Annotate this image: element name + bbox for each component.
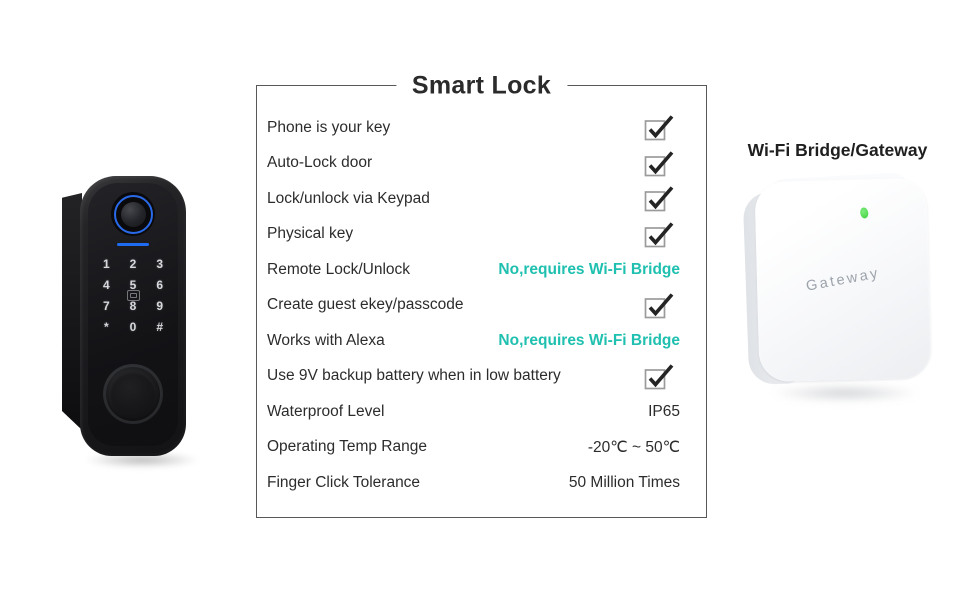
lock-body [80, 176, 186, 456]
feature-label: Remote Lock/Unlock [267, 260, 411, 278]
feature-row [267, 252, 680, 288]
checkmark-icon [644, 114, 674, 141]
fingerprint-sensor-icon [111, 192, 155, 236]
feature-value: -20℃ ~ 50℃ [587, 438, 680, 456]
feature-note: No,requires Wi-Fi Bridge [498, 260, 680, 278]
checkmark-icon [644, 150, 674, 177]
checkmark-icon [644, 185, 674, 212]
feature-list [257, 86, 706, 501]
lock-backplate [62, 193, 82, 430]
feature-row [267, 110, 680, 146]
feature-label: Create guest ekey/passcode [267, 296, 464, 314]
feature-label: Works with Alexa [267, 331, 385, 349]
feature-label: Finger Click Tolerance [267, 473, 421, 491]
checkmark-icon [644, 292, 674, 319]
keypad-key-star: * [103, 319, 109, 334]
feature-label: Operating Temp Range [267, 438, 427, 456]
keypad-key-5: 5 [129, 277, 137, 292]
feature-value: 50 Million Times [568, 473, 680, 491]
gateway-shadow [769, 384, 921, 402]
checkmark-icon [644, 221, 674, 248]
gateway-device-text: Gateway [804, 265, 882, 295]
keypad-key-1: 1 [102, 256, 110, 271]
lock-knob [103, 364, 163, 424]
feature-label: Auto-Lock door [267, 154, 373, 172]
keypad-key-7: 7 [102, 298, 110, 313]
feature-label: Physical key [267, 225, 354, 243]
feature-row [267, 465, 680, 501]
keypad-key-0: 0 [129, 319, 137, 334]
keypad-key-4: 4 [102, 277, 110, 292]
feature-note: No,requires Wi-Fi Bridge [498, 331, 680, 349]
feature-row [267, 288, 680, 324]
keypad-key-2: 2 [129, 256, 137, 271]
led-indicator-icon [859, 207, 869, 219]
feature-row [267, 359, 680, 395]
feature-label: Waterproof Level [267, 402, 385, 420]
keypad-key-9: 9 [156, 298, 163, 313]
keypad-key-8: 8 [129, 298, 137, 313]
feature-label: Lock/unlock via Keypad [267, 189, 430, 207]
keypad-key-hash: # [156, 319, 163, 334]
feature-value: IP65 [648, 402, 680, 420]
fingerprint-pad [121, 202, 146, 227]
fingerprint-ring [114, 195, 153, 234]
feature-row [267, 217, 680, 253]
gateway-label: Wi-Fi Bridge/Gateway [747, 140, 928, 160]
gateway-front-face [754, 178, 931, 382]
keypad-key-6: 6 [156, 277, 163, 292]
smart-lock-photo [60, 170, 226, 482]
indicator-bar [117, 243, 149, 246]
gateway-section [735, 138, 940, 433]
feature-label: Phone is your key [267, 118, 391, 136]
smart-lock-spec-panel [256, 71, 707, 518]
feature-row [267, 394, 680, 430]
checkmark-icon [644, 363, 674, 390]
keypad-key-3: 3 [156, 256, 163, 271]
feature-row [267, 323, 680, 359]
gateway-photo [741, 178, 936, 398]
feature-row [267, 181, 680, 217]
rfid-card-icon [127, 290, 140, 301]
feature-row [267, 146, 680, 182]
feature-row [267, 430, 680, 466]
panel-title: Smart Lock [396, 72, 567, 101]
feature-label: Use 9V backup battery when in low battery [267, 367, 561, 385]
